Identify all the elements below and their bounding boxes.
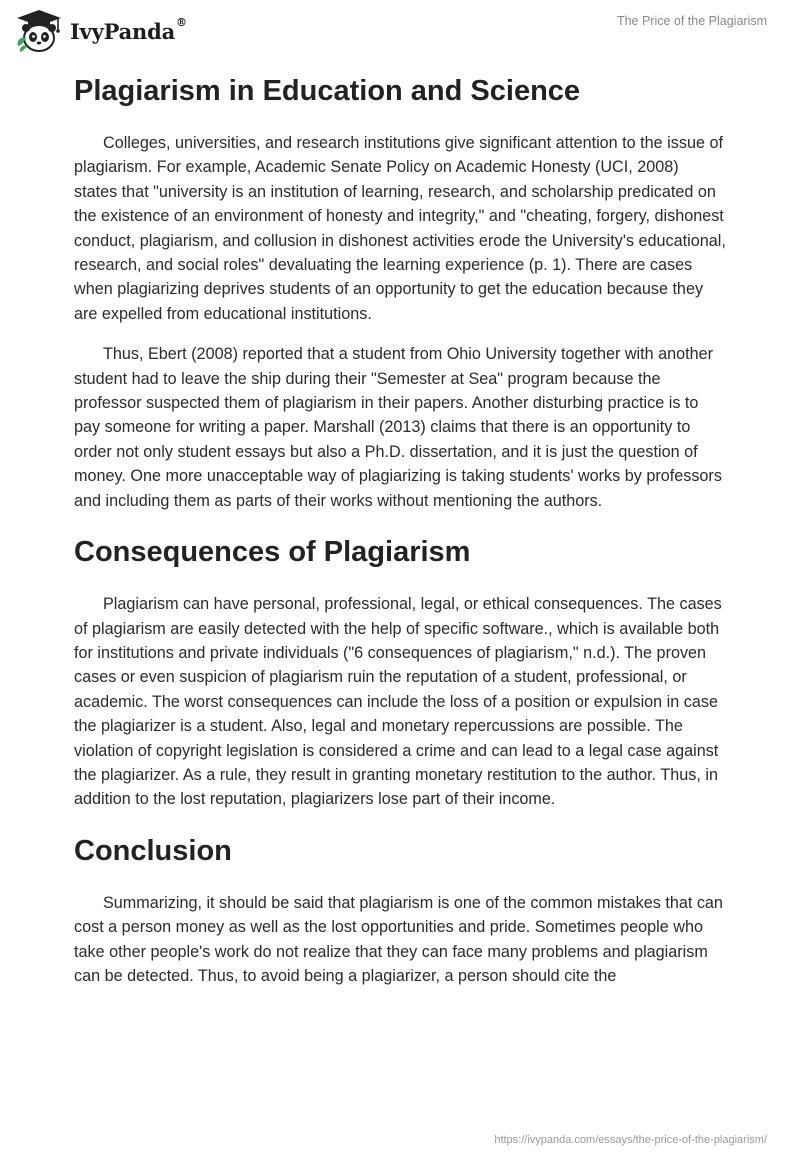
panda-graduation-cap-icon xyxy=(14,8,64,54)
essay-content xyxy=(74,70,726,1004)
paragraph: Summarizing, it should be said that plagiarism is one of the common mistakes that can cost a person money as well as the lost opportunities and pride. Sometimes people who take other people's work do not realize that they can face many problems and plagiarism can be detected. Thus, to avoid being a plagiarizer, a person should cite the xyxy=(74,893,723,985)
section-heading: Conclusion xyxy=(74,834,232,867)
paragraph: Colleges, universities, and research institutions give significant attention to the issue of plagiarism. For example, Academic Senate Policy on Academic Honesty (UCI, 2008) states that "university is an institution of learning, research, and scholarship predicated on the existence of an environment of honesty and integrity," and "cheating, forgery, dishonest conduct, plagiarism, and collusion in dishonest activities erode the University's educational, research, and social roles" devaluating the learning experience (p. 1). There are cases when plagiarizing deprives students of an opportunity to get the education because they are expelled from educational institutions. xyxy=(74,134,726,323)
document-title: The Price of the Plagiarism xyxy=(616,14,767,28)
paragraph: Thus, Ebert (2008) reported that a student from Ohio University together with another student had to leave the ship during their "Semester at Sea" program because the professor suspected them of plagiarism in their papers. Another disturbing practice is to pay someone for writing a paper. Marshall (2013) claims that there is an opportunity to order not only student essays but also a Ph.D. dissertation, and it is just the question of money. One more unacceptable way of plagiarizing is taking students' works by professors and including them as parts of their works without mentioning the authors. xyxy=(74,345,722,510)
section-heading: Consequences of Plagiarism xyxy=(74,536,471,569)
page-header xyxy=(0,0,800,64)
ivypanda-logo[interactable] xyxy=(14,8,187,54)
source-url[interactable]: https://ivypanda.com/essays/the-price-of-the-plagiarism/ xyxy=(494,1134,767,1146)
brand-name: IvyPanda® xyxy=(70,15,187,44)
paragraph: Plagiarism can have personal, professional, legal, or ethical consequences. The cases of plagiarism are easily detected with the help of specific software., which is available both for institutions and private individuals ("6 consequences of plagiarism," n.d.). The proven cases or even suspicion of plagiarism ruin the reputation of a student, professional, or academic. The worst consequences can include the loss of a position or expulsion in case the plagiarizer is a student. Also, legal and monetary repercussions are possible. The violation of copyright legislation is considered a crime and can lead to a legal case against the plagiarizer. As a rule, they result in granting monetary restitution to the author. Thus, in addition to the lost reputation, plagiarizers lose part of their income. xyxy=(74,595,722,809)
section-heading: Plagiarism in Education and Science xyxy=(74,75,581,107)
